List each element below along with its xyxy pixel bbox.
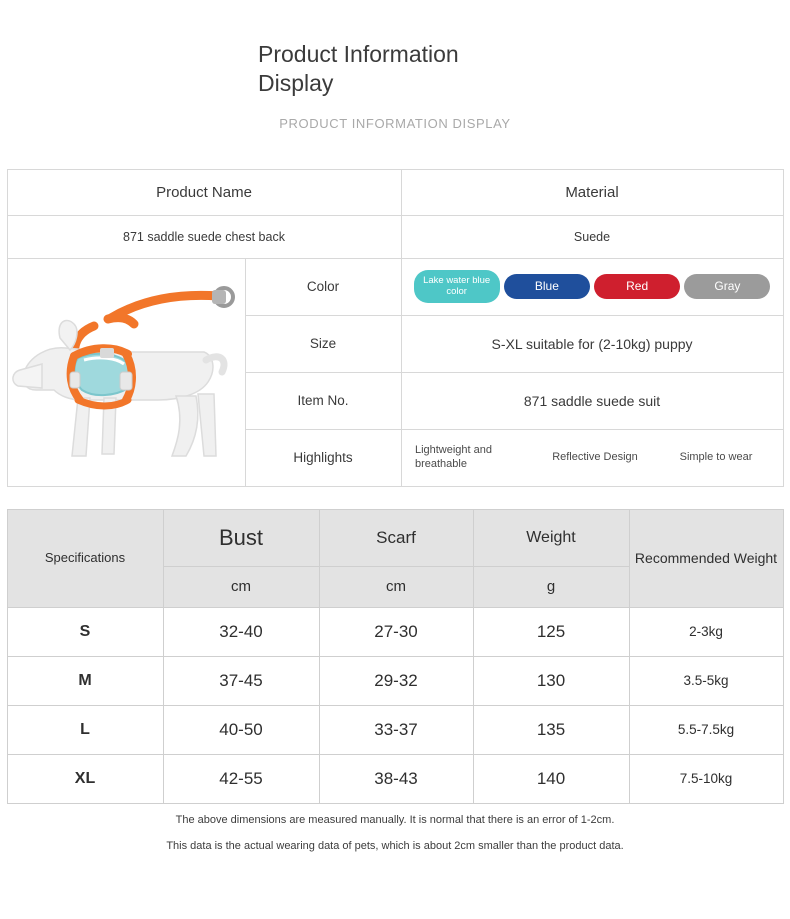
- recommended-l: 5.5-7.5kg: [629, 705, 783, 754]
- size-value: S-XL suitable for (2-10kg) puppy: [401, 315, 783, 372]
- weight-l: 135: [473, 705, 629, 754]
- bust-s: 32-40: [163, 607, 319, 656]
- note-measurement-error: The above dimensions are measured manually. It is normal that there is an error of 1-2cm.: [175, 813, 615, 826]
- highlight-reflective: Reflective Design: [552, 450, 638, 463]
- material-value: Suede: [401, 215, 783, 258]
- material-header: Material: [401, 169, 783, 215]
- bust-m: 37-45: [163, 656, 319, 705]
- color-chip-blue[interactable]: Blue: [504, 274, 590, 300]
- weight-m: 130: [473, 656, 629, 705]
- header-scarf: Scarf: [319, 509, 473, 566]
- item-no-value: 871 saddle suede suit: [401, 372, 783, 429]
- measurement-notes: [7, 814, 783, 852]
- size-name-l: L: [7, 705, 163, 754]
- unit-weight: g: [473, 566, 629, 607]
- weight-xl: 140: [473, 754, 629, 803]
- scarf-xl: 38-43: [319, 754, 473, 803]
- recommended-s: 2-3kg: [629, 607, 783, 656]
- size-name-s: S: [7, 607, 163, 656]
- header-specifications: Specifications: [7, 509, 163, 607]
- header-recommended-weight: Recommended Weight: [629, 509, 783, 607]
- product-name-header: Product Name: [7, 169, 401, 215]
- scarf-m: 29-32: [319, 656, 473, 705]
- table-row: [7, 705, 783, 754]
- product-info-table: [7, 169, 784, 487]
- size-header-row: [7, 509, 783, 566]
- header-bust: Bust: [163, 509, 319, 566]
- color-chip-red[interactable]: Red: [594, 274, 680, 300]
- highlight-lightweight: Lightweight and breathable: [414, 443, 493, 470]
- page-header: [0, 0, 790, 131]
- recommended-xl: 7.5-10kg: [629, 754, 783, 803]
- note-wearing-data: This data is the actual wearing data of pets, which is about 2cm smaller than the product data.: [166, 839, 624, 852]
- table-row: [7, 607, 783, 656]
- table-row: [7, 656, 783, 705]
- product-image-cell: [7, 258, 245, 486]
- page-subtitle: PRODUCT INFORMATION DISPLAY: [279, 115, 511, 131]
- recommended-m: 3.5-5kg: [629, 656, 783, 705]
- size-name-xl: XL: [7, 754, 163, 803]
- header-weight: Weight: [473, 509, 629, 566]
- highlight-simple-to-wear: Simple to wear: [679, 450, 753, 463]
- unit-scarf: cm: [319, 566, 473, 607]
- weight-s: 125: [473, 607, 629, 656]
- bust-xl: 42-55: [163, 754, 319, 803]
- table-row: [7, 754, 783, 803]
- size-label: Size: [245, 315, 401, 372]
- highlights-value: [401, 429, 783, 486]
- color-chip-lake-water-blue[interactable]: Lake water blue color: [414, 270, 500, 304]
- highlights-list: [402, 444, 783, 472]
- product-name-value: 871 saddle suede chest back: [7, 215, 401, 258]
- color-label: Color: [245, 258, 401, 315]
- color-options: [401, 258, 783, 315]
- table-row: [7, 215, 783, 258]
- scarf-l: 33-37: [319, 705, 473, 754]
- color-chip-gray[interactable]: Gray: [684, 274, 770, 300]
- page-title: Product Information Display: [258, 41, 459, 96]
- highlights-label: Highlights: [245, 429, 401, 486]
- size-chart-table: [7, 509, 784, 804]
- color-chip-list: [402, 270, 783, 304]
- scarf-s: 27-30: [319, 607, 473, 656]
- item-no-label: Item No.: [245, 372, 401, 429]
- product-photo: [8, 260, 245, 484]
- dog-harness-illustration: [8, 260, 245, 484]
- size-name-m: M: [7, 656, 163, 705]
- unit-bust: cm: [163, 566, 319, 607]
- bust-l: 40-50: [163, 705, 319, 754]
- table-row: [7, 169, 783, 215]
- table-row: [7, 258, 783, 315]
